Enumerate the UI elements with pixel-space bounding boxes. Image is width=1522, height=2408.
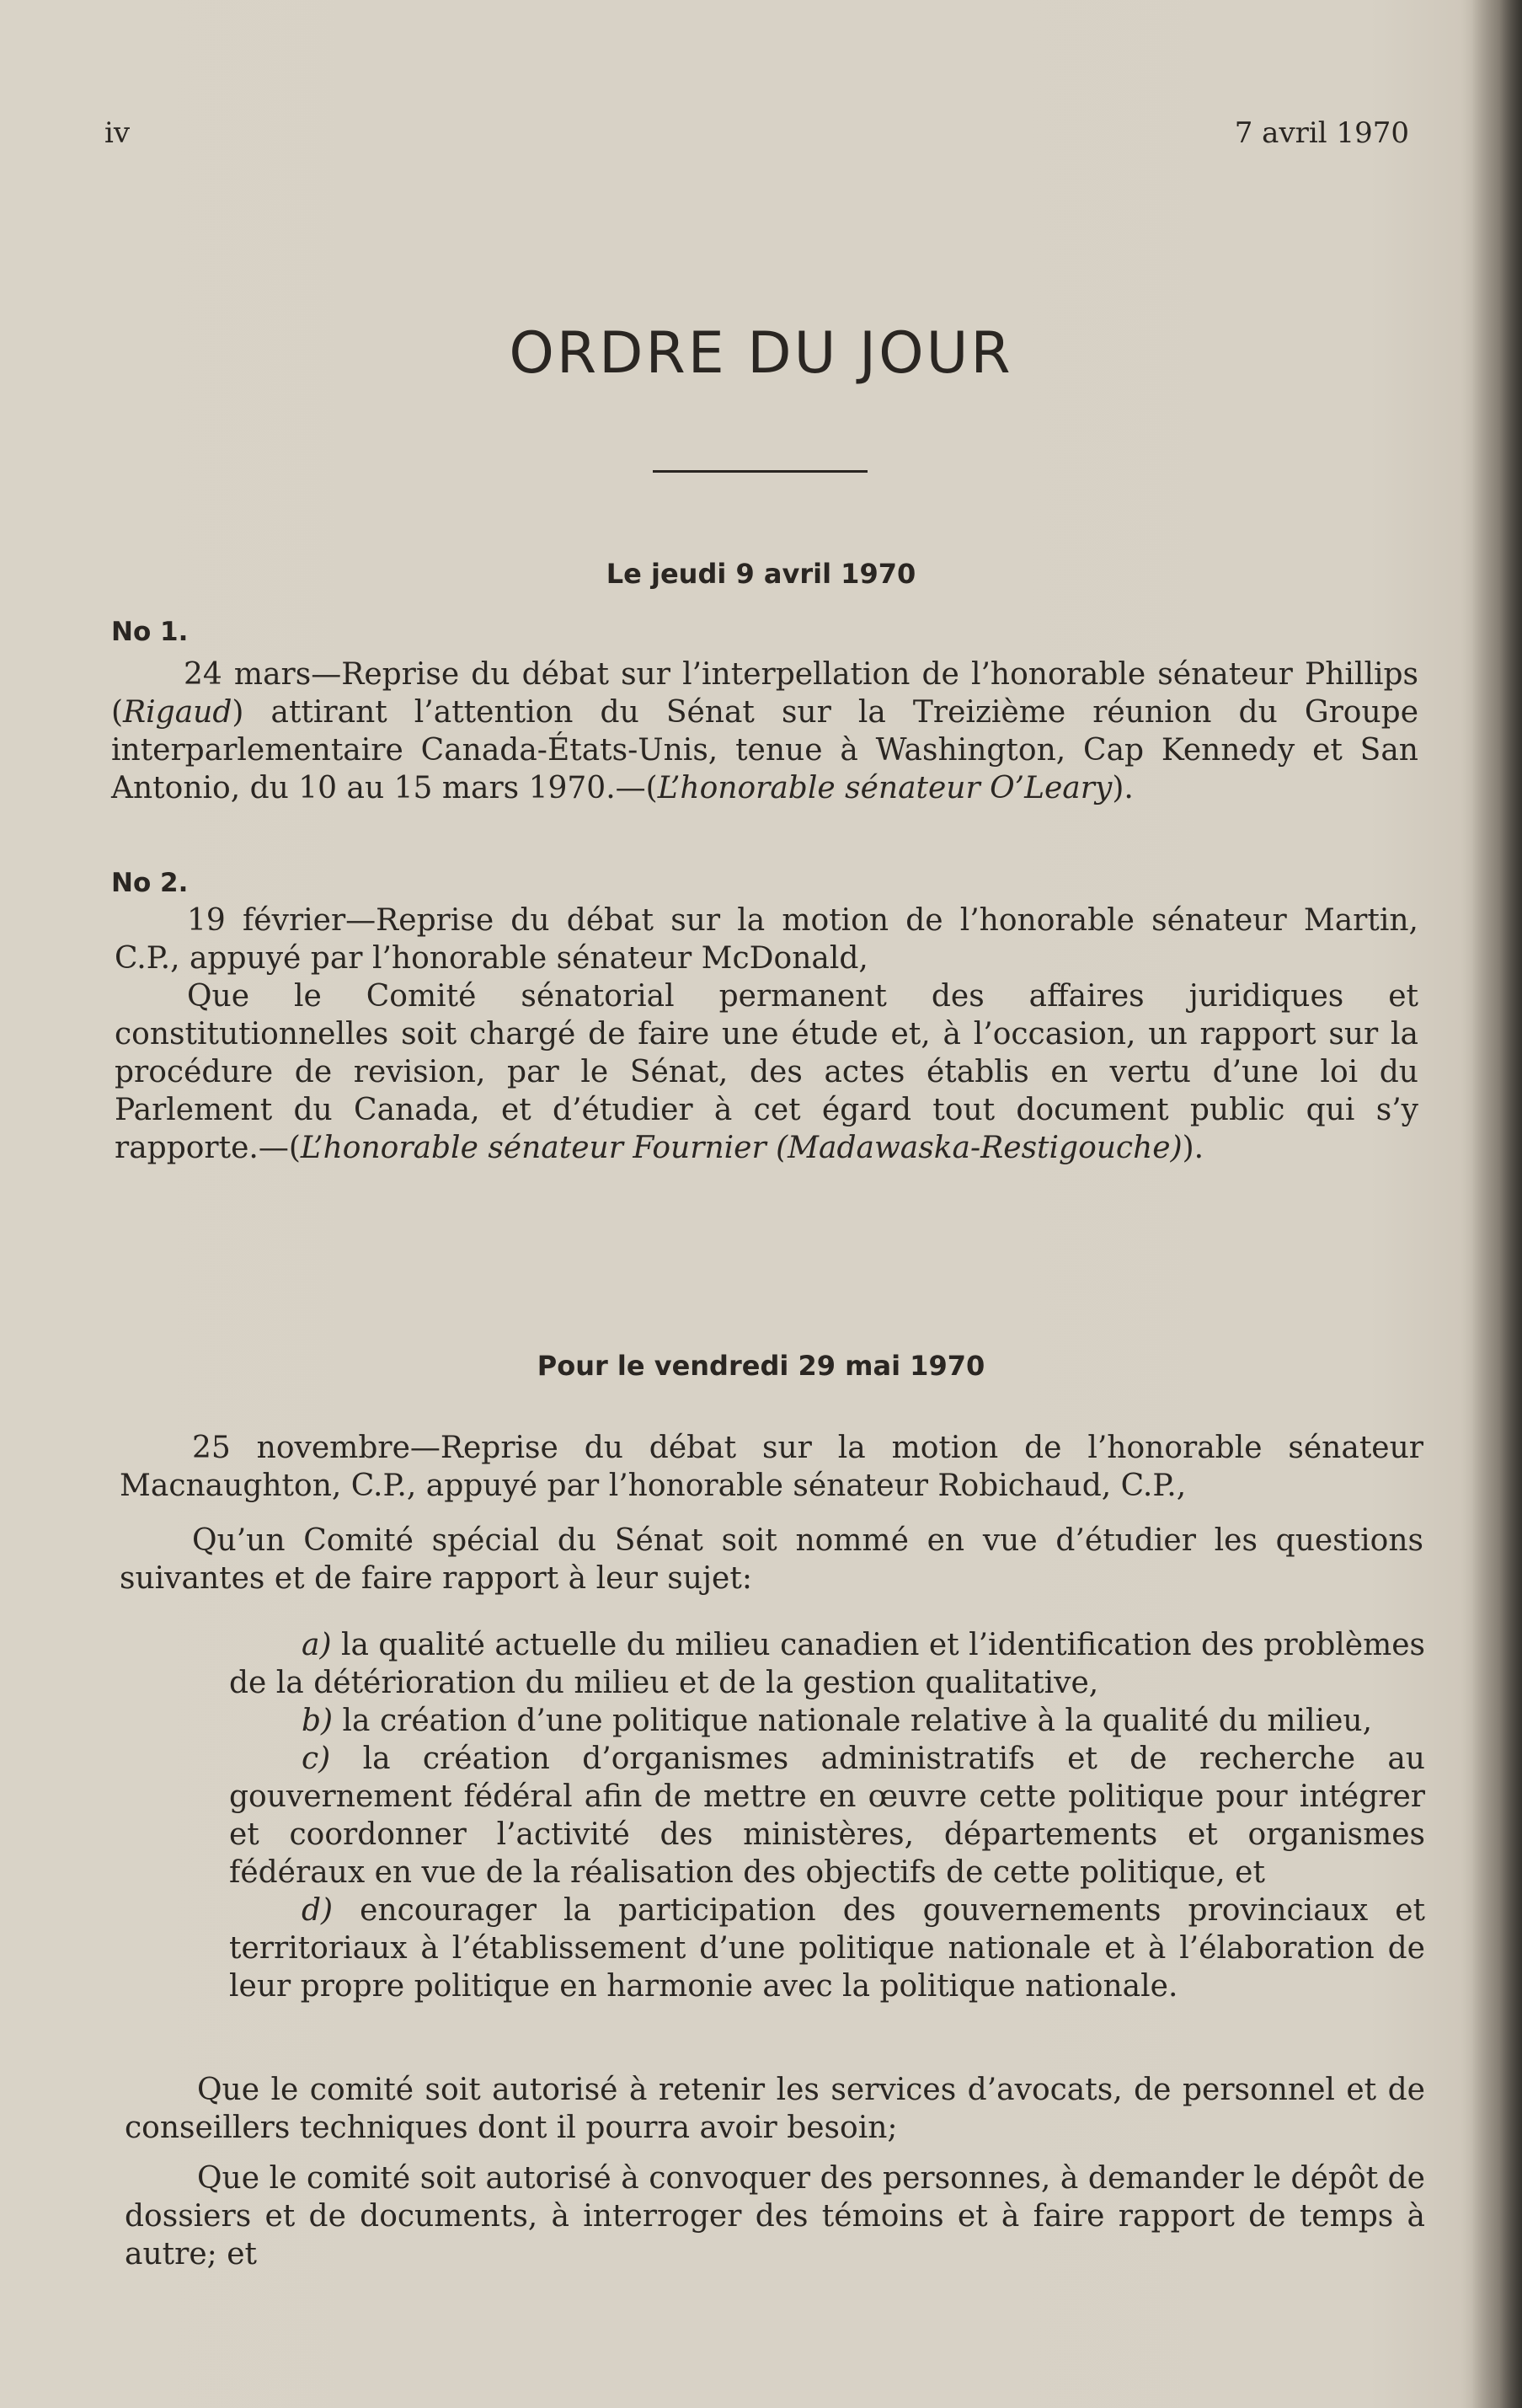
- item-number-1: No 1.: [111, 617, 189, 647]
- list-item-c: c) la création d’organismes administratifs et de recherche au gouvernement fédéral afin de mettre en œuvre cette politique pour intégrer et coordonner l’activité des ministères, départements et organismes fédéraux en vue de la réalisation des objectifs de cette politique, et: [229, 1742, 1425, 1890]
- item-text-1: 24 mars—Reprise du débat sur l’interpellation de l’honorable sénateur Phillips (Rigaud) attirant l’attention du Sénat sur la Treizième réunion du Groupe interparlementaire Canada-États-Unis, tenue à Washington, Cap Kennedy et San Antonio, du 10 au 15 mars 1970.—(L’honorable sénateur O’Leary).: [111, 657, 1418, 805]
- page-number: iv: [104, 116, 131, 150]
- page-title: ORDRE DU JOUR: [509, 320, 1013, 387]
- list-item-d: d) encourager la participation des gouvernements provinciaux et territoriaux à l’établissement d’une politique nationale et à l’élaboration de leur propre politique en harmonie avec la politique nationale.: [229, 1893, 1425, 2004]
- section-date-1: Le jeudi 9 avril 1970: [606, 558, 916, 590]
- title-rule: [653, 470, 868, 473]
- list-item-b: b) la création d’une politique nationale relative à la qualité du milieu,: [302, 1704, 1373, 1738]
- item-text-2: 19 février—Reprise du débat sur la motion de l’honorable sénateur Martin, C.P., appuyé par l’honorable sénateur McDonald, Que le Comité sénatorial permanent des affaires juridiques et constitutionnelles soit chargé de faire une étude et, à l’occasion, un rapport sur la procédure de revision, par le Sénat, des actes établis en vertu d’une loi du Parlement du Canada, et d’étudier à cet égard tout document public qui s’y rapporte.—(L’honorable sénateur Fournier (Madawaska-Restigouche)).: [115, 903, 1418, 1165]
- section2-list: [229, 1626, 1425, 2005]
- item-number-2: No 2.: [111, 868, 189, 898]
- list-item-a: a) la qualité actuelle du milieu canadien et l’identification des problèmes de la détérioration du milieu et de la gestion qualitative,: [229, 1628, 1426, 1700]
- section2-closing: Que le comité soit autorisé à retenir les services d’avocats, de personnel et de conseillers techniques dont il pourra avoir besoin; Que le comité soit autorisé à convoquer des personnes, à demander le dépôt de dossiers et de documents, à interroger des témoins et à faire rapport de temps à autre; et: [125, 2073, 1425, 2272]
- header-date: 7 avril 1970: [1234, 116, 1409, 150]
- section-date-2: Pour le vendredi 29 mai 1970: [537, 1350, 985, 1382]
- section2-intro: 25 novembre—Reprise du débat sur la motion de l’honorable sénateur Macnaughton, C.P., appuyé par l’honorable sénateur Robichaud, C.P., Qu’un Comité spécial du Sénat soit nommé en vue d’étudier les questions suivantes et de faire rapport à leur sujet:: [120, 1431, 1423, 1596]
